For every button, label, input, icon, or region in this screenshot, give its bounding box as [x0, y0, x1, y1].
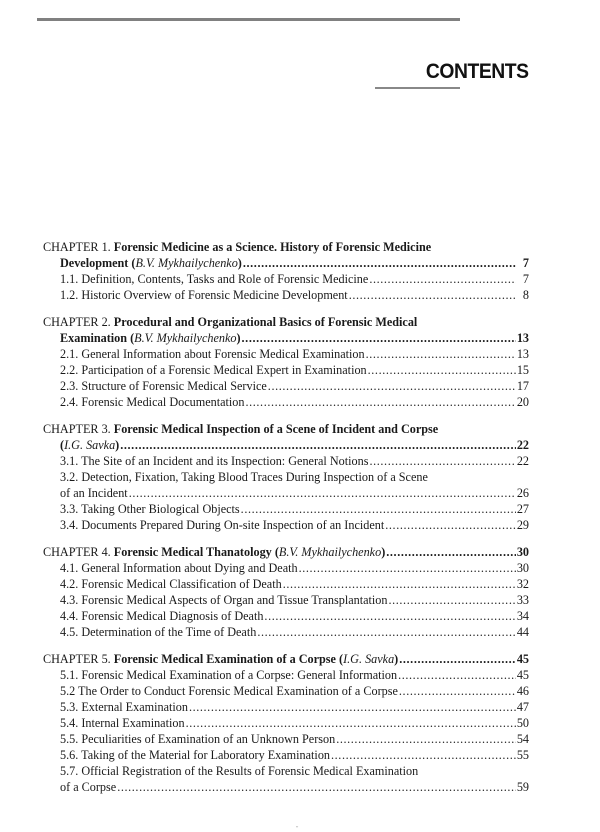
- dot-leader: [268, 378, 516, 394]
- page-number: 59: [516, 780, 529, 794]
- section-title: 5.2 The Order to Conduct Forensic Medical Examination of a Corpse: [60, 684, 398, 698]
- dot-leader: [399, 651, 516, 667]
- chapter-title-cont: Development: [60, 256, 129, 270]
- chapter-4: [43, 544, 529, 640]
- chapter-2: [43, 314, 529, 410]
- section-entry[interactable]: [43, 576, 529, 592]
- section-title: 5.5. Peculiarities of Examination of an Unknown Person: [60, 732, 336, 746]
- section-title: 3.1. The Site of an Incident and its Inspection: General Notions: [60, 454, 369, 468]
- section-entry[interactable]: [43, 378, 529, 394]
- page-number: 22: [516, 454, 529, 468]
- section-title: 3.4. Documents Prepared During On-site Inspection of an Incident: [60, 518, 385, 532]
- chapter-label: CHAPTER 2.: [43, 315, 111, 329]
- page-number: 26: [516, 486, 529, 500]
- section-title: 4.1. General Information about Dying and Death: [60, 561, 298, 575]
- page-number: 7: [522, 256, 529, 270]
- section-title: 5.3. External Examination: [60, 700, 188, 714]
- dot-leader: [398, 667, 516, 683]
- top-rule: [37, 18, 460, 21]
- page-number: 17: [516, 379, 529, 393]
- section-title: 2.4. Forensic Medical Documentation: [60, 395, 245, 409]
- section-entry[interactable]: [43, 731, 529, 747]
- section-title: 2.2. Participation of a Forensic Medical Expert in Examination: [60, 363, 367, 377]
- dot-leader: [349, 287, 516, 303]
- dot-leader: [388, 592, 515, 608]
- section-title: 3.3. Taking Other Biological Objects: [60, 502, 240, 516]
- dot-leader: [283, 576, 516, 592]
- chapter-title: Forensic Medical Examination of a Corpse: [113, 652, 336, 666]
- section-title: 5.1. Forensic Medical Examination of a Corpse: General Information: [60, 668, 398, 682]
- dot-leader: [120, 437, 516, 453]
- dot-leader: [369, 453, 515, 469]
- chapter-author: B.V. Mykhailychenko: [134, 331, 237, 345]
- dot-leader: [369, 271, 516, 287]
- section-entry[interactable]: [43, 699, 529, 715]
- chapter-entry[interactable]: Development ( B.V. Mykhailychenko ) ..... 7: [43, 255, 529, 271]
- page-footer-mark: ": [296, 826, 299, 832]
- chapter-title: Procedural and Organizational Basics of Forensic Medical: [113, 315, 418, 329]
- page-number: 47: [516, 700, 529, 714]
- section-title: 1.1. Definition, Contents, Tasks and Role of Forensic Medicine: [60, 272, 369, 286]
- page-number: 7: [522, 272, 529, 286]
- page-number: 44: [516, 625, 529, 639]
- page-number: 32: [516, 577, 529, 591]
- chapter-3: [43, 421, 529, 533]
- section-title-cont: of an Incident: [60, 486, 128, 500]
- section-title: 5.4. Internal Examination: [60, 716, 185, 730]
- dot-leader: [117, 779, 516, 795]
- chapter-label: CHAPTER 3.: [43, 422, 111, 436]
- chapter-author: B.V. Mykhailychenko: [278, 545, 382, 559]
- dot-leader: [299, 560, 516, 576]
- dot-leader: [386, 544, 516, 560]
- dot-leader: [366, 346, 516, 362]
- dot-leader: [241, 501, 516, 517]
- chapter-label: CHAPTER 4.: [43, 545, 111, 559]
- section-entry[interactable]: [43, 763, 529, 795]
- chapter-title-cont: Examination: [60, 331, 128, 345]
- page-number: 29: [516, 518, 529, 532]
- section-entry[interactable]: [43, 747, 529, 763]
- section-entry[interactable]: [43, 667, 529, 683]
- chapter-title: Forensic Medical Inspection of a Scene of Incident and Corpse: [113, 422, 439, 436]
- section-entry[interactable]: [43, 624, 529, 640]
- dot-leader: [331, 747, 516, 763]
- dot-leader: [385, 517, 516, 533]
- page-number: 46: [516, 684, 529, 698]
- chapter-title: Forensic Medical Thanatology: [113, 545, 272, 559]
- dot-leader: [257, 624, 515, 640]
- page-number: 30: [516, 561, 529, 575]
- section-title: 4.2. Forensic Medical Classification of Death: [60, 577, 282, 591]
- section-entry[interactable]: [43, 469, 529, 501]
- section-entry[interactable]: [43, 560, 529, 576]
- section-entry[interactable]: [43, 592, 529, 608]
- section-entry[interactable]: [43, 287, 529, 303]
- page-number: 54: [516, 732, 529, 746]
- page-number: 55: [516, 748, 529, 762]
- title-underline: [375, 87, 460, 89]
- chapter-label: CHAPTER 5.: [43, 652, 111, 666]
- dot-leader: [245, 394, 515, 410]
- chapter-label: CHAPTER 1.: [43, 240, 111, 254]
- chapter-entry[interactable]: ( I.G. Savka ) ..... 22: [43, 437, 529, 453]
- section-title: 1.2. Historic Overview of Forensic Medicine Development: [60, 288, 348, 302]
- section-title: 5.6. Taking of the Material for Laboratory Examination: [60, 748, 331, 762]
- dot-leader: [264, 608, 515, 624]
- section-entry[interactable]: [43, 683, 529, 699]
- chapter-entry[interactable]: Examination ( B.V. Mykhailychenko ) ..... 13: [43, 330, 529, 346]
- chapter-title: Forensic Medicine as a Science. History of Forensic Medicine: [113, 240, 432, 254]
- section-entry[interactable]: [43, 346, 529, 362]
- section-title-cont: of a Corpse: [60, 780, 117, 794]
- chapter-5: [43, 651, 529, 795]
- page-title: CONTENTS: [425, 60, 528, 83]
- page-number: 8: [522, 288, 529, 302]
- dot-leader: [243, 255, 516, 271]
- page-number: 13: [516, 347, 529, 361]
- page-number: 45: [516, 668, 529, 682]
- dot-leader: [336, 731, 516, 747]
- section-title: 2.3. Structure of Forensic Medical Service: [60, 379, 267, 393]
- chapter-author: I.G. Savka: [343, 652, 395, 666]
- dot-leader: [242, 330, 516, 346]
- section-entry[interactable]: [43, 501, 529, 517]
- section-title: 5.7. Official Registration of the Results of Forensic Medical Examination: [60, 764, 419, 778]
- page-number: 22: [516, 438, 529, 452]
- page-number: 33: [516, 593, 529, 607]
- table-of-contents: [43, 239, 529, 806]
- chapter-author: B.V. Mykhailychenko: [135, 256, 238, 270]
- chapter-1: [43, 239, 529, 303]
- dot-leader: [129, 485, 516, 501]
- page-number: 15: [516, 363, 529, 377]
- page-number: 20: [516, 395, 529, 409]
- page-number: 27: [516, 502, 529, 516]
- dot-leader: [189, 699, 516, 715]
- dot-leader: [399, 683, 516, 699]
- section-entry[interactable]: [43, 608, 529, 624]
- section-title: 4.3. Forensic Medical Aspects of Organ and Tissue Transplantation: [60, 593, 388, 607]
- section-title: 3.2. Detection, Fixation, Taking Blood Traces During Inspection of a Scene: [60, 470, 428, 484]
- dot-leader: [368, 362, 516, 378]
- page-number: 13: [516, 331, 529, 345]
- chapter-author: I.G. Savka: [64, 438, 116, 452]
- section-entry[interactable]: [43, 271, 529, 287]
- section-entry[interactable]: [43, 362, 529, 378]
- section-title: 4.4. Forensic Medical Diagnosis of Death: [60, 609, 264, 623]
- page-number: 50: [516, 716, 529, 730]
- section-title: 4.5. Determination of the Time of Death: [60, 625, 257, 639]
- chapter-entry[interactable]: CHAPTER 4. Forensic Medical Thanatology ( B.V. Mykhailychenko ) ..... 30: [43, 544, 529, 560]
- section-entry[interactable]: [43, 715, 529, 731]
- section-entry[interactable]: [43, 453, 529, 469]
- page-number: 45: [516, 652, 529, 666]
- section-entry[interactable]: [43, 394, 529, 410]
- page-number: 34: [516, 609, 529, 623]
- chapter-entry[interactable]: CHAPTER 5. Forensic Medical Examination of a Corpse ( I.G. Savka ) ..... 45: [43, 651, 529, 667]
- dot-leader: [186, 715, 516, 731]
- section-title: 2.1. General Information about Forensic Medical Examination: [60, 347, 365, 361]
- section-entry[interactable]: [43, 517, 529, 533]
- page-number: 30: [516, 545, 529, 559]
